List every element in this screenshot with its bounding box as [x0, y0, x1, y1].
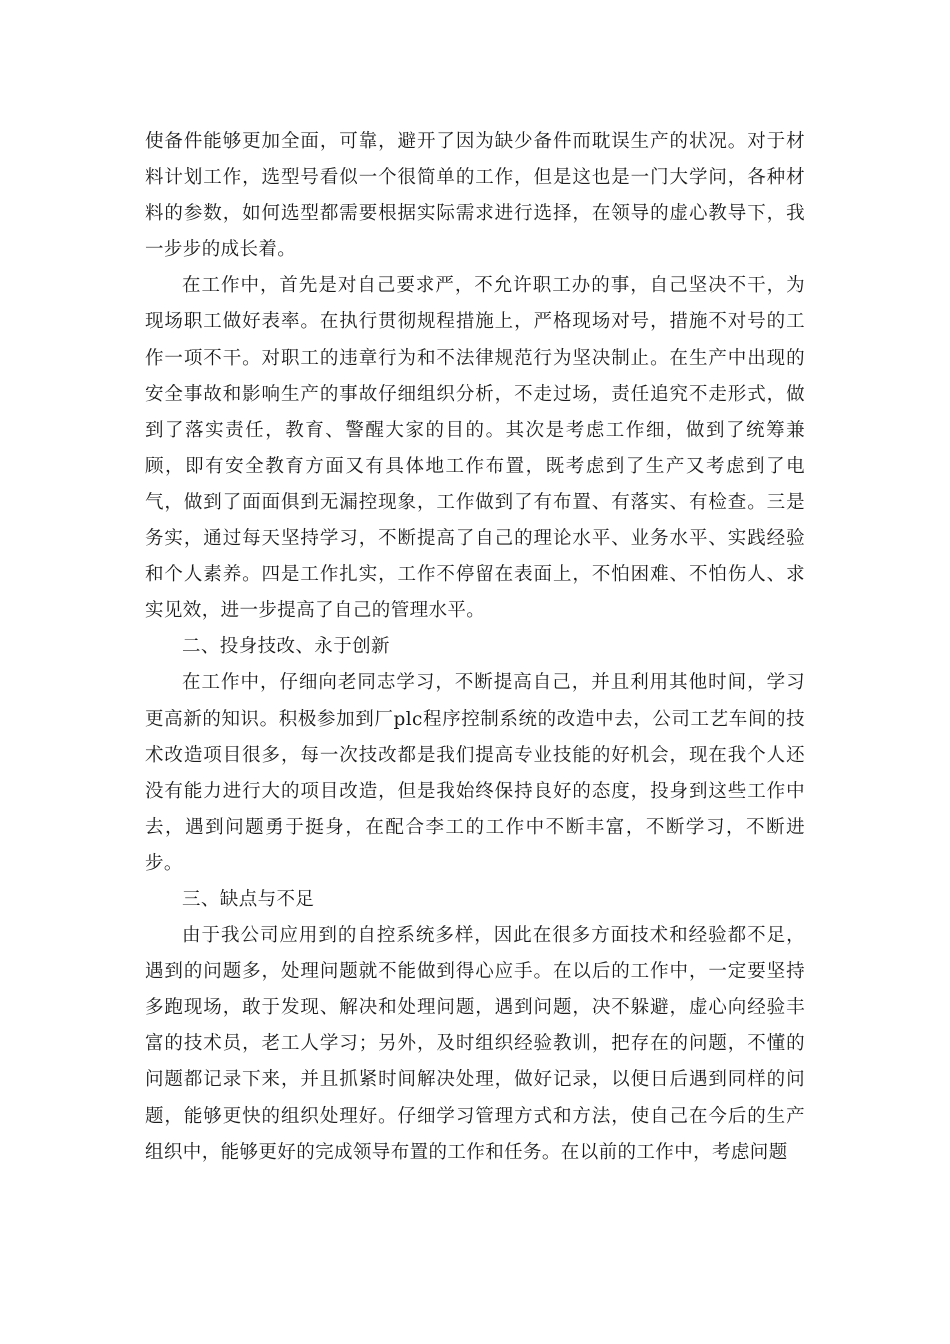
paragraph-work-attitude: 在工作中，首先是对自己要求严，不允许职工办的事，自己坚决不干，为现场职工做好表率。在执行贯彻规程措施上，严格现场对号，措施不对号的工作一项不干。对职工的违章行为和不法律规范行为坚决制止。在生产中出现的安全事故和影响生产的事故仔细组织分析，不走过场，责任追究不走形式，做到了落实责任，教育、警醒大家的目的。其次是考虑工作细，做到了统筹兼顾，即有安全教育方面又有具体地工作布置，既考虑到了生产又考虑到了电气，做到了面面俱到无漏控现象，工作做到了有布置、有落实、有检查。三是务实，通过每天坚持学习，不断提高了自己的理论水平、业务水平、实践经验和个人素养。四是工作扎实，工作不停留在表面上，不怕困难、不怕伤人、求实见效，进一步提高了自己的管理水平。	[145, 275, 805, 622]
section-heading-shortcomings: 三、缺点与不足	[182, 888, 315, 910]
section-heading-technical-innovation: 二、投身技改、永于创新	[182, 636, 390, 658]
paragraph-technical-innovation: 在工作中，仔细向老同志学习，不断提高自己，并且利用其他时间，学习更高新的知识。积极参加到厂plc程序控制系统的改造中去，公司工艺车间的技术改造项目很多，每一次技改都是我们提高专业技能的好机会，现在我个人还没有能力进行大的项目改造，但是我始终保持良好的态度，投身到这些工作中去，遇到问题勇于挺身，在配合李工的工作中不断丰富，不断学习，不断进步。	[145, 672, 805, 874]
paragraph-shortcomings: 由于我公司应用到的自控系统多样，因此在很多方面技术和经验都不足，遇到的问题多，处理问题就不能做到得心应手。在以后的工作中，一定要坚持多跑现场，敢于发现、解决和处理问题，遇到问题，决不躲避，虚心向经验丰富的技术员，老工人学习；另外，及时组织经验教训，把存在的问题，不懂的问题都记录下来，并且抓紧时间解决处理，做好记录，以便日后遇到同样的问题，能够更快的组织处理好。仔细学习管理方式和方法，使自己在今后的生产组织中，能够更好的完成领导布置的工作和任务。在以前的工作中，考虑问题	[145, 925, 805, 1163]
paragraph-continuation: 使备件能够更加全面，可靠，避开了因为缺少备件而耽误生产的状况。对于材料计划工作，选型号看似一个很简单的工作，但是这也是一门大学问，各种材料的参数，如何选型都需要根据实际需求进行选择，在领导的虚心教导下，我一步步的成长着。	[145, 131, 805, 261]
document-body	[145, 124, 805, 1171]
